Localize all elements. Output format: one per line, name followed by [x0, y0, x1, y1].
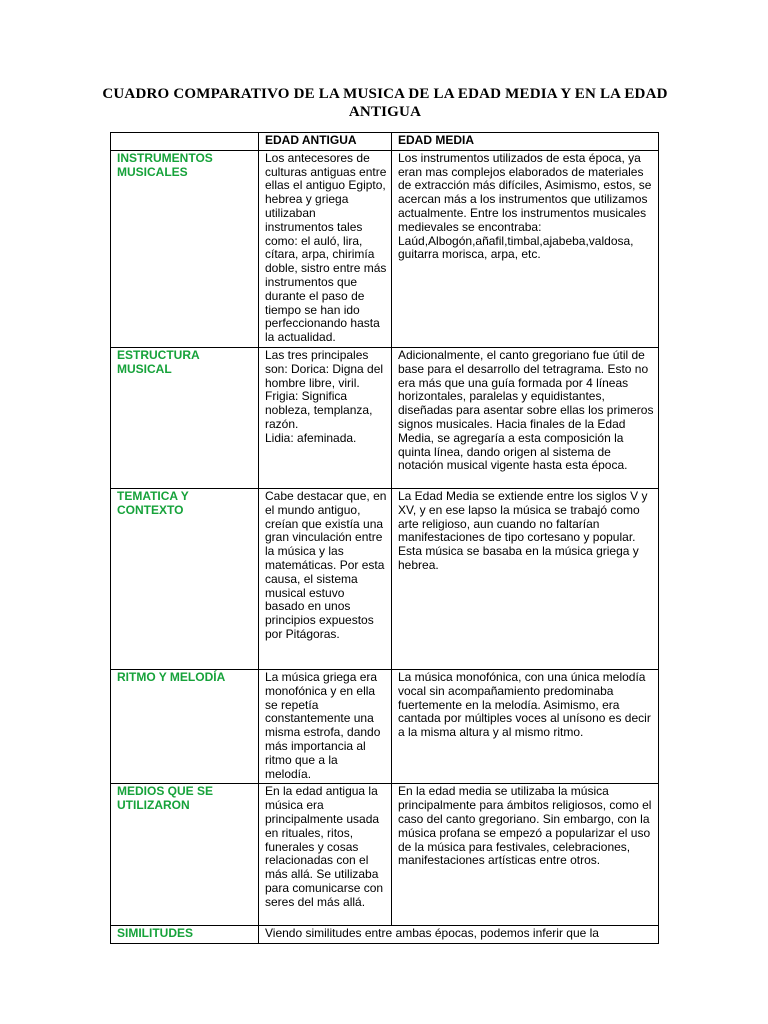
row-header-ritmo: RITMO Y MELODÍA — [111, 669, 259, 783]
column-header-edad-antigua: EDAD ANTIGUA — [259, 133, 392, 151]
row-header-similitudes: SIMILITUDES — [111, 926, 259, 944]
column-header-edad-media: EDAD MEDIA — [392, 133, 659, 151]
cell-media: La Edad Media se extiende entre los siglos V y XV, y en ese lapso la música se trabajó como arte religioso, aun cuando no faltarían manifestaciones de tipo cortesano y popular. Esta música se basaba en la música griega y hebrea. — [392, 488, 659, 669]
table-row — [111, 669, 659, 783]
table-row — [111, 926, 659, 944]
cell-media: Adicionalmente, el canto gregoriano fue útil de base para el desarrollo del tetragrama. Esto no era más que una guía formada por 4 líneas horizontales, paralelas y equidistantes, diseñadas para asentar sobre ellas los primeros signos musicales. Hacia finales de la Edad Media, se agregaría a esta composición la quinta línea, dando origen al sistema de notación musical vigente hasta esta época. — [392, 347, 659, 488]
cell-antigua: Las tres principales son: Dorica: Digna del hombre libre, viril. Frigia: Significa nobleza, templanza, razón. Lidia: afeminada. — [259, 347, 392, 488]
column-header-empty — [111, 133, 259, 151]
table-row — [111, 784, 659, 926]
document-title: CUADRO COMPARATIVO DE LA MUSICA DE LA EDAD MEDIA Y EN LA EDAD ANTIGUA — [102, 86, 668, 120]
row-header-estructura: ESTRUCTURA MUSICAL — [111, 347, 259, 488]
row-header-instrumentos: INSTRUMENTOS MUSICALES — [111, 150, 259, 347]
comparison-table — [110, 132, 659, 944]
row-header-medios: MEDIOS QUE SE UTILIZARON — [111, 784, 259, 926]
table-row — [111, 150, 659, 347]
cell-media: En la edad media se utilizaba la música principalmente para ámbitos religiosos, como el caso del canto gregoriano. Sin embargo, con la música profana se empezó a popularizar el uso de la música para festivales, celebraciones, manifestaciones artísticas entre otros. — [392, 784, 659, 926]
cell-antigua: Los antecesores de culturas antiguas entre ellas el antiguo Egipto, hebrea y griega utilizaban instrumentos tales como: el auló, lira, cítara, arpa, chirimía doble, sistro entre más instrumentos que durante el paso de tiempo se han ido perfeccionando hasta la actualidad. — [259, 150, 392, 347]
cell-similitudes: Viendo similitudes entre ambas épocas, podemos inferir que la — [259, 926, 659, 944]
table-header-row — [111, 133, 659, 151]
table-row — [111, 347, 659, 488]
cell-media: La música monofónica, con una única melodía vocal sin acompañamiento predominaba fuertemente en la melodía. Asimismo, era cantada por múltiples voces al unísono es decir a la misma altura y al mismo ritmo. — [392, 669, 659, 783]
cell-antigua: En la edad antigua la música era principalmente usada en rituales, ritos, funerales y cosas relacionadas con el más allá. Se utilizaba para comunicarse con seres del más allá. — [259, 784, 392, 926]
cell-media: Los instrumentos utilizados de esta época, ya eran mas complejos elaborados de materiales de extracción más difíciles, Asimismo, estos, se acercan más a los instrumentos que utilizamos actualmente. Entre los instrumentos musicales medievales se encontraba: Laúd,Albogón,añafil,timbal,ajabeba,valdosa, guitarra morisca, arpa, etc. — [392, 150, 659, 347]
row-header-tematica: TEMATICA Y CONTEXTO — [111, 488, 259, 669]
cell-antigua: Cabe destacar que, en el mundo antiguo, creían que existía una gran vinculación entre la música y las matemáticas. Por esta causa, el sistema musical estuvo basado en unos principios expuestos por Pitágoras. — [259, 488, 392, 669]
table-row — [111, 488, 659, 669]
cell-antigua: La música griega era monofónica y en ella se repetía constantemente una misma estrofa, dando más importancia al ritmo que a la melodía. — [259, 669, 392, 783]
